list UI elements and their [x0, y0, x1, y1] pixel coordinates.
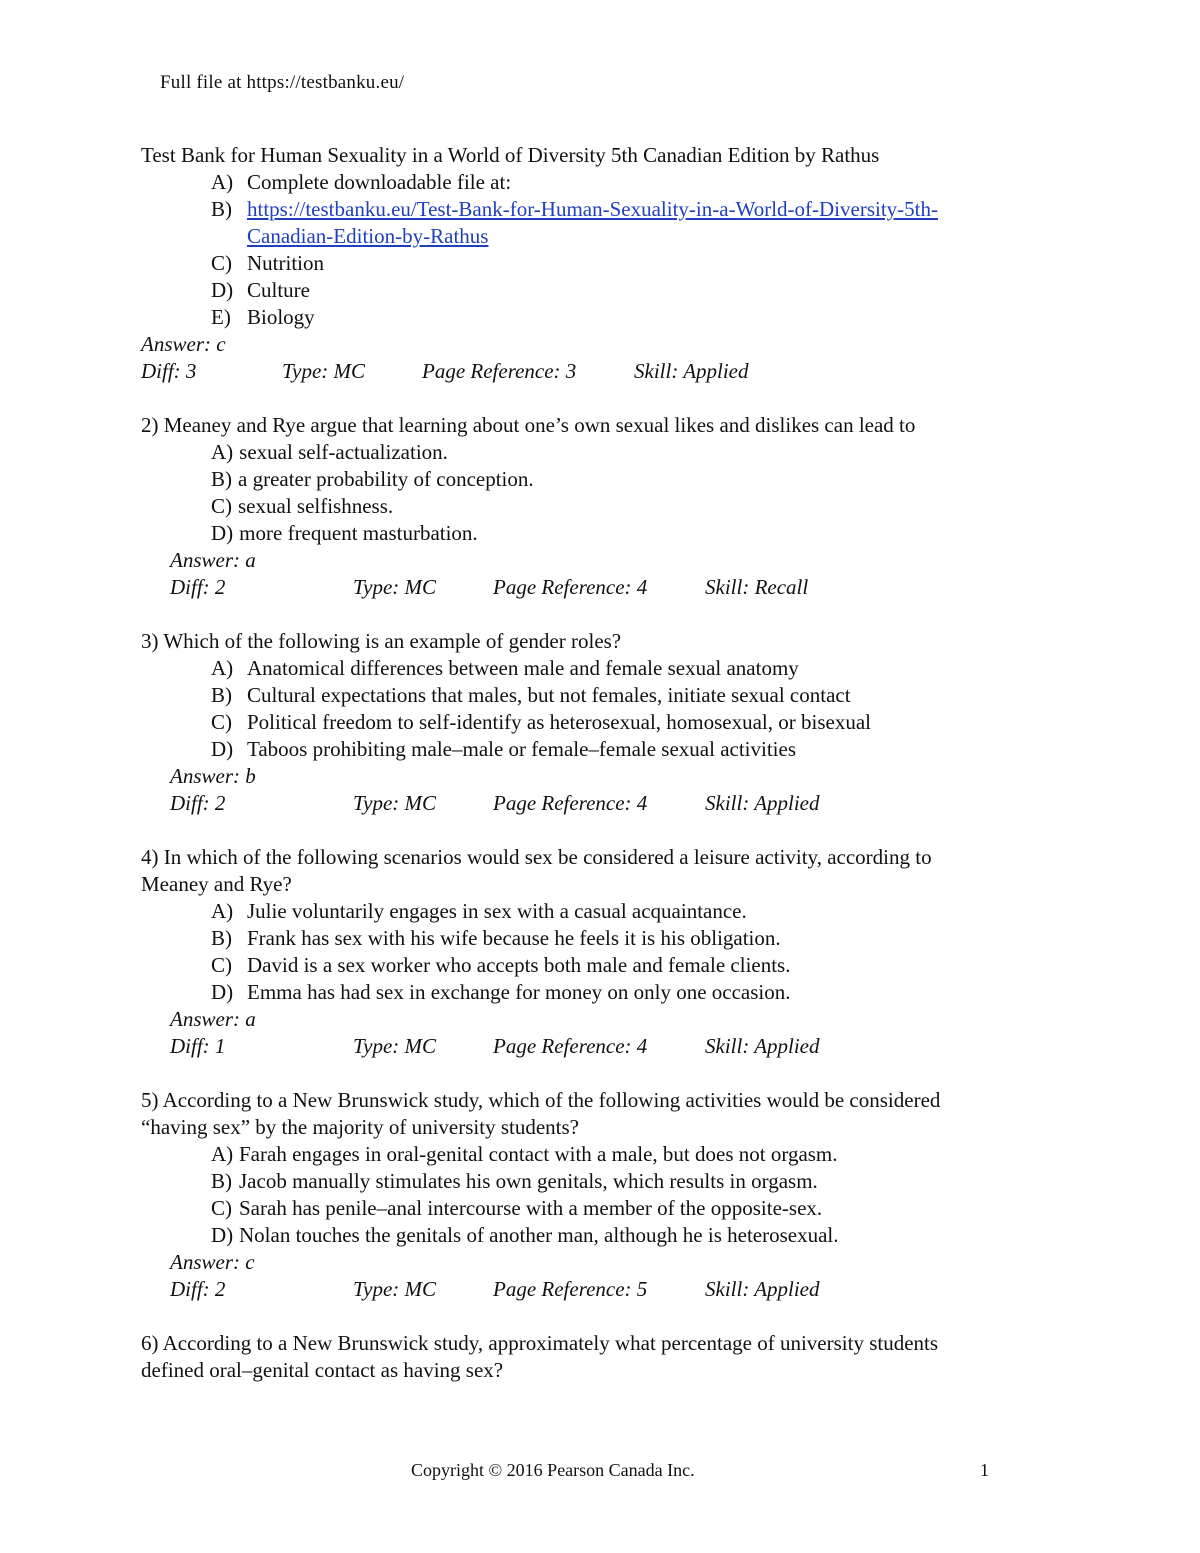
intro-option-e — [141, 304, 1061, 331]
question-option — [141, 682, 1061, 709]
answer-line — [141, 1006, 1061, 1033]
page-ref-text: Page Reference: 4 — [493, 791, 648, 815]
option-letter: B) — [211, 1169, 232, 1193]
answer-line — [141, 1249, 1061, 1276]
option-text: sexual self-actualization. — [239, 440, 448, 464]
answer-line — [141, 763, 1061, 790]
question-stem: 4) In which of the following scenarios would sex be considered a leisure activity, according to — [141, 845, 932, 869]
meta-line — [141, 1276, 1061, 1303]
option-text: sexual selfishness. — [238, 494, 394, 518]
meta-line — [141, 790, 1061, 817]
option-letter: C) — [211, 251, 232, 275]
option-letter: E) — [211, 305, 231, 329]
option-letter: D) — [211, 980, 234, 1004]
meta-line — [141, 358, 1061, 385]
option-text: Emma has had sex in exchange for money on only one occasion. — [247, 980, 791, 1004]
option-letter: C) — [211, 710, 232, 734]
option-text: more frequent masturbation. — [239, 521, 478, 545]
option-text: David is a sex worker who accepts both male and female clients. — [247, 953, 791, 977]
question-option — [141, 979, 1061, 1006]
option-letter: A) — [211, 170, 234, 194]
intro-option-d — [141, 277, 1061, 304]
option-text: Frank has sex with his wife because he feels it is his obligation. — [247, 926, 781, 950]
option-letter: A) — [211, 656, 234, 680]
question-option — [141, 1222, 1061, 1249]
type-text: Type: MC — [353, 1277, 437, 1301]
question-option — [141, 439, 1061, 466]
question-stem: 5) According to a New Brunswick study, which of the following activities would be considered — [141, 1088, 941, 1112]
page-ref-text: Page Reference: 4 — [493, 1034, 648, 1058]
option-letter: A) — [211, 1142, 234, 1166]
question-option — [141, 736, 1061, 763]
intro-option-a — [141, 169, 1061, 196]
option-text: Nolan touches the genitals of another man, although he is heterosexual. — [239, 1223, 839, 1247]
option-letter: D) — [211, 278, 234, 302]
question-option — [141, 925, 1061, 952]
diff-text: Diff: 1 — [170, 1034, 226, 1058]
option-letter: D) — [211, 737, 234, 761]
option-letter: B) — [211, 683, 232, 707]
meta-line — [141, 574, 1061, 601]
option-text: Complete downloadable file at: — [247, 170, 512, 194]
skill-text: Skill: Applied — [634, 359, 749, 383]
answer-line — [141, 331, 1061, 358]
type-text: Type: MC — [282, 359, 366, 383]
meta-line — [141, 1033, 1061, 1060]
intro-option-b — [141, 196, 1061, 223]
document-body — [141, 142, 1061, 1384]
question-option — [141, 1141, 1061, 1168]
option-letter: B) — [211, 926, 232, 950]
option-letter: A) — [211, 440, 234, 464]
answer-text: Answer: b — [170, 764, 256, 788]
type-text: Type: MC — [353, 791, 437, 815]
option-letter: A) — [211, 899, 234, 923]
question-option — [141, 1195, 1061, 1222]
diff-text: Diff: 2 — [170, 791, 226, 815]
question-option — [141, 1168, 1061, 1195]
option-text: Cultural expectations that males, but not females, initiate sexual contact — [247, 683, 851, 707]
question-stem-continued: defined oral–genital contact as having sex? — [141, 1358, 504, 1382]
answer-text: Answer: c — [141, 332, 226, 356]
answer-text: Answer: a — [170, 548, 256, 572]
question-stem-continued: “having sex” by the majority of university students? — [141, 1115, 579, 1139]
page-ref-text: Page Reference: 3 — [422, 359, 577, 383]
option-text: Taboos prohibiting male–male or female–female sexual activities — [247, 737, 797, 761]
question-stem: 3) Which of the following is an example of gender roles? — [141, 629, 622, 653]
option-text: Biology — [247, 305, 315, 329]
page-number: 1 — [980, 1460, 989, 1480]
option-text: Julie voluntarily engages in sex with a casual acquaintance. — [247, 899, 747, 923]
question-option — [141, 709, 1061, 736]
option-letter: C) — [211, 1196, 232, 1220]
question-stem: 2) Meaney and Rye argue that learning about one’s own sexual likes and dislikes can lead to — [141, 413, 916, 437]
question-option — [141, 655, 1061, 682]
option-letter: D) — [211, 1223, 234, 1247]
option-text: Anatomical differences between male and female sexual anatomy — [247, 656, 799, 680]
page-footer — [0, 1460, 1200, 1487]
option-text: Jacob manually stimulates his own genitals, which results in orgasm. — [239, 1169, 818, 1193]
page-header: Full file at https://testbanku.eu/ — [160, 72, 405, 93]
skill-text: Skill: Applied — [705, 791, 820, 815]
option-letter: C) — [211, 953, 232, 977]
type-text: Type: MC — [353, 1034, 437, 1058]
page-ref-text: Page Reference: 5 — [493, 1277, 648, 1301]
question-stem: 6) According to a New Brunswick study, approximately what percentage of university students — [141, 1331, 939, 1355]
download-link[interactable]: https://testbanku.eu/Test-Bank-for-Human-Sexuality-in-a-World-of-Diversity-5th- — [247, 197, 938, 221]
option-letter: D) — [211, 521, 234, 545]
question-option — [141, 898, 1061, 925]
page-ref-text: Page Reference: 4 — [493, 575, 648, 599]
answer-text: Answer: c — [170, 1250, 255, 1274]
intro-option-b-cont — [141, 223, 1061, 250]
question-option — [141, 466, 1061, 493]
option-text: Sarah has penile–anal intercourse with a member of the opposite-sex. — [239, 1196, 823, 1220]
diff-text: Diff: 2 — [170, 575, 226, 599]
option-text: Political freedom to self-identify as heterosexual, homosexual, or bisexual — [247, 710, 871, 734]
question-option — [141, 493, 1061, 520]
skill-text: Skill: Applied — [705, 1277, 820, 1301]
document-title: Test Bank for Human Sexuality in a World of Diversity 5th Canadian Edition by Rathus — [141, 143, 880, 167]
option-letter: B) — [211, 197, 232, 221]
type-text: Type: MC — [353, 575, 437, 599]
diff-text: Diff: 3 — [141, 359, 197, 383]
copyright-notice: Copyright © 2016 Pearson Canada Inc. — [411, 1460, 695, 1480]
skill-text: Skill: Applied — [705, 1034, 820, 1058]
skill-text: Skill: Recall — [705, 575, 809, 599]
option-letter: C) — [211, 494, 232, 518]
question-option — [141, 952, 1061, 979]
option-letter: B) — [211, 467, 232, 491]
download-link-continued[interactable]: Canadian-Edition-by-Rathus — [247, 224, 489, 248]
option-text: a greater probability of conception. — [238, 467, 534, 491]
option-text: Farah engages in oral-genital contact with a male, but does not orgasm. — [239, 1142, 838, 1166]
question-option — [141, 520, 1061, 547]
answer-line — [141, 547, 1061, 574]
diff-text: Diff: 2 — [170, 1277, 226, 1301]
intro-option-c — [141, 250, 1061, 277]
option-text: Nutrition — [247, 251, 324, 275]
option-text: Culture — [247, 278, 310, 302]
answer-text: Answer: a — [170, 1007, 256, 1031]
question-stem-continued: Meaney and Rye? — [141, 872, 292, 896]
